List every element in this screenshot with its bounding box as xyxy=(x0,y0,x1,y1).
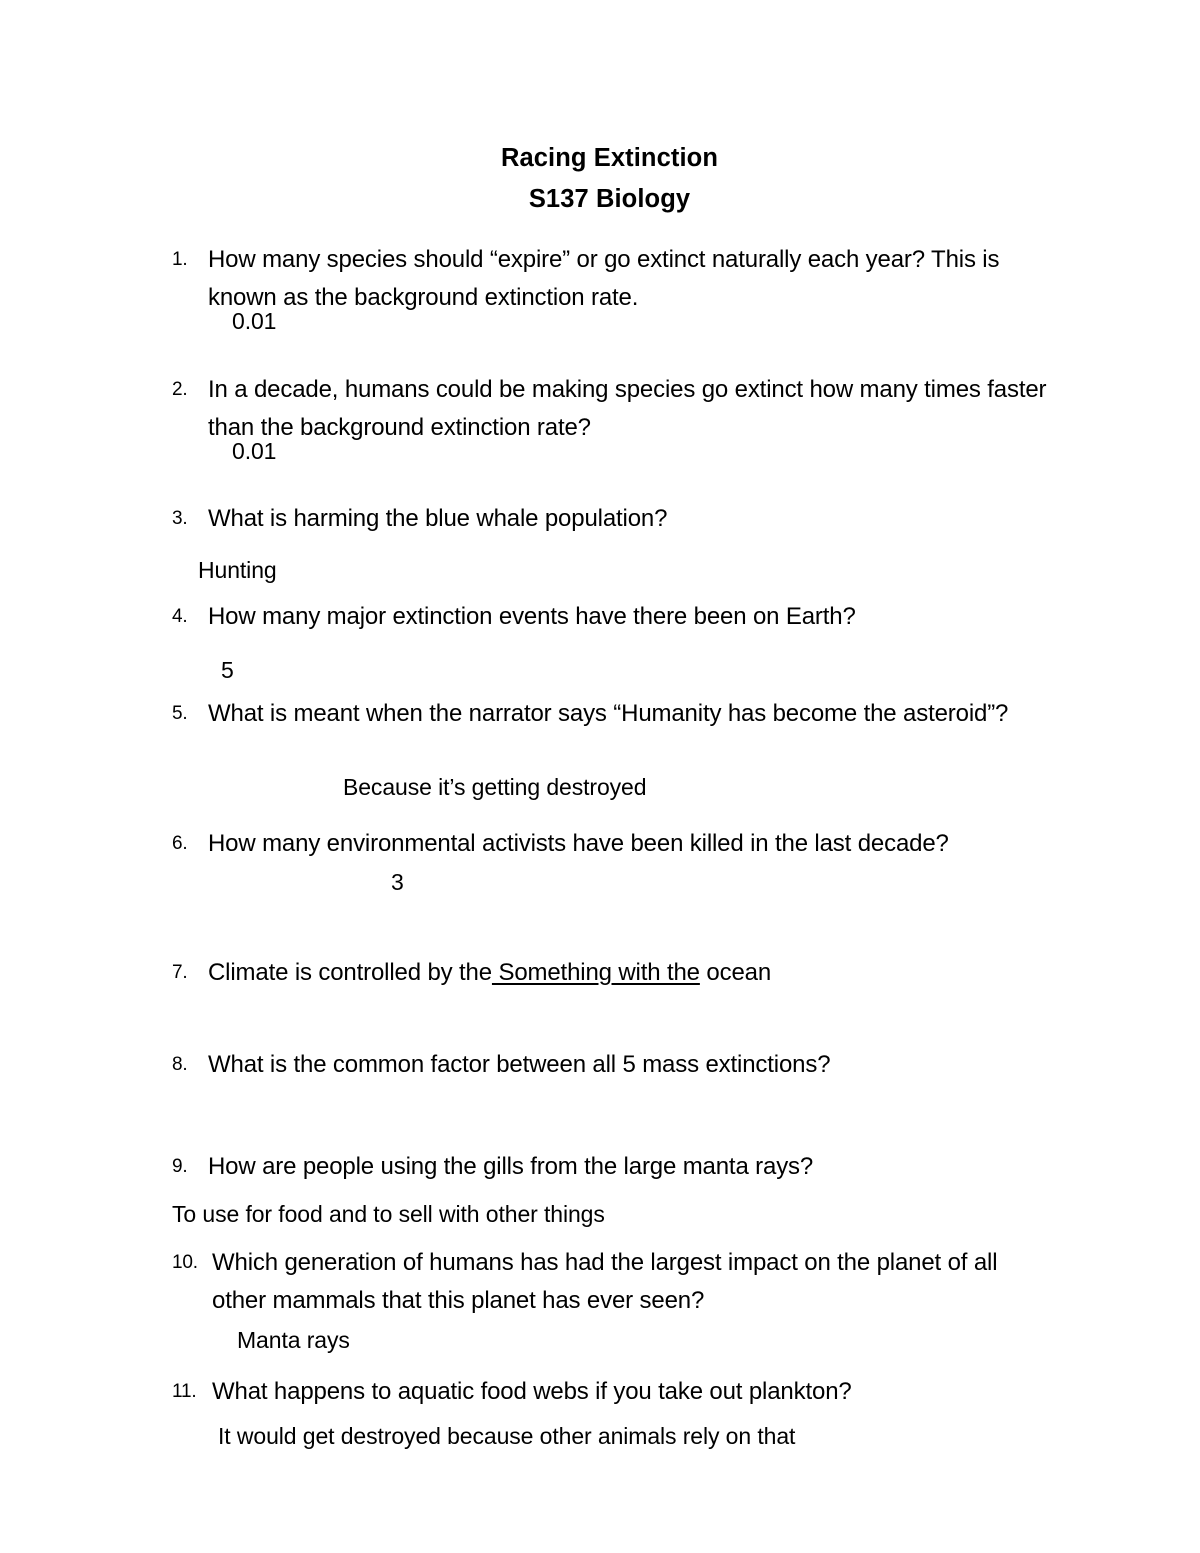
question-number: 4. xyxy=(172,606,188,627)
question-text: What is meant when the narrator says “Humanity has become the asteroid”? xyxy=(208,700,1009,727)
question-item-11 xyxy=(172,1373,1052,1411)
answer-3: Hunting xyxy=(198,557,277,583)
question-number: 3. xyxy=(172,508,188,529)
question-text: How many major extinction events have there been on Earth? xyxy=(208,603,856,630)
answer-5: Because it’s getting destroyed xyxy=(343,774,647,800)
answer-9: To use for food and to sell with other things xyxy=(172,1201,605,1227)
question-item-4 xyxy=(172,598,1052,636)
answer-10: Manta rays xyxy=(237,1327,350,1353)
question-text: In a decade, humans could be making species go extinct how many times faster than the background extinction rate? xyxy=(208,376,1053,441)
question-text-before-blank: Climate is controlled by the xyxy=(208,959,492,986)
question-item-7 xyxy=(172,954,1052,992)
question-number: 5. xyxy=(172,703,188,724)
question-item-10 xyxy=(172,1244,1052,1320)
question-text: How many species should “expire” or go extinct naturally each year? This is known as the background extinction rate. xyxy=(208,246,1006,311)
page-title: Racing Extinction xyxy=(500,144,719,172)
question-text: How are people using the gills from the large manta rays? xyxy=(208,1153,814,1180)
question-text-after-blank: ocean xyxy=(699,959,772,986)
document-header xyxy=(172,138,1047,220)
question-item-8 xyxy=(172,1046,1052,1084)
question-number: 10. xyxy=(172,1252,198,1273)
answer-4: 5 xyxy=(221,657,234,683)
answer-1: 0.01 xyxy=(232,308,277,334)
answer-11: It would get destroyed because other animals rely on that xyxy=(218,1423,796,1449)
question-text: What is harming the blue whale population? xyxy=(208,505,668,532)
question-item-6 xyxy=(172,825,1052,863)
question-number: 8. xyxy=(172,1054,188,1075)
question-text: Which generation of humans has had the largest impact on the planet of all other mammals that this planet has ever seen? xyxy=(212,1249,1004,1314)
question-text xyxy=(208,954,1052,992)
question-item-9 xyxy=(172,1148,1052,1186)
question-number: 9. xyxy=(172,1156,188,1177)
answer-6: 3 xyxy=(391,869,404,895)
question-text: How many environmental activists have been killed in the last decade? xyxy=(208,830,949,857)
fill-in-blank-answer[interactable]: Something with the xyxy=(491,959,700,986)
answer-2: 0.01 xyxy=(232,438,277,464)
page-subtitle: S137 Biology xyxy=(528,185,691,213)
question-number: 1. xyxy=(172,249,188,270)
question-number: 7. xyxy=(172,962,188,983)
question-number: 11. xyxy=(172,1381,197,1402)
question-item-2 xyxy=(172,371,1052,447)
question-item-1 xyxy=(172,241,1052,317)
question-item-3 xyxy=(172,500,1052,538)
question-text: What is the common factor between all 5 mass extinctions? xyxy=(208,1051,831,1078)
question-item-5 xyxy=(172,695,1052,733)
question-text: What happens to aquatic food webs if you take out plankton? xyxy=(212,1378,852,1405)
question-number: 2. xyxy=(172,379,188,400)
question-number: 6. xyxy=(172,833,188,854)
